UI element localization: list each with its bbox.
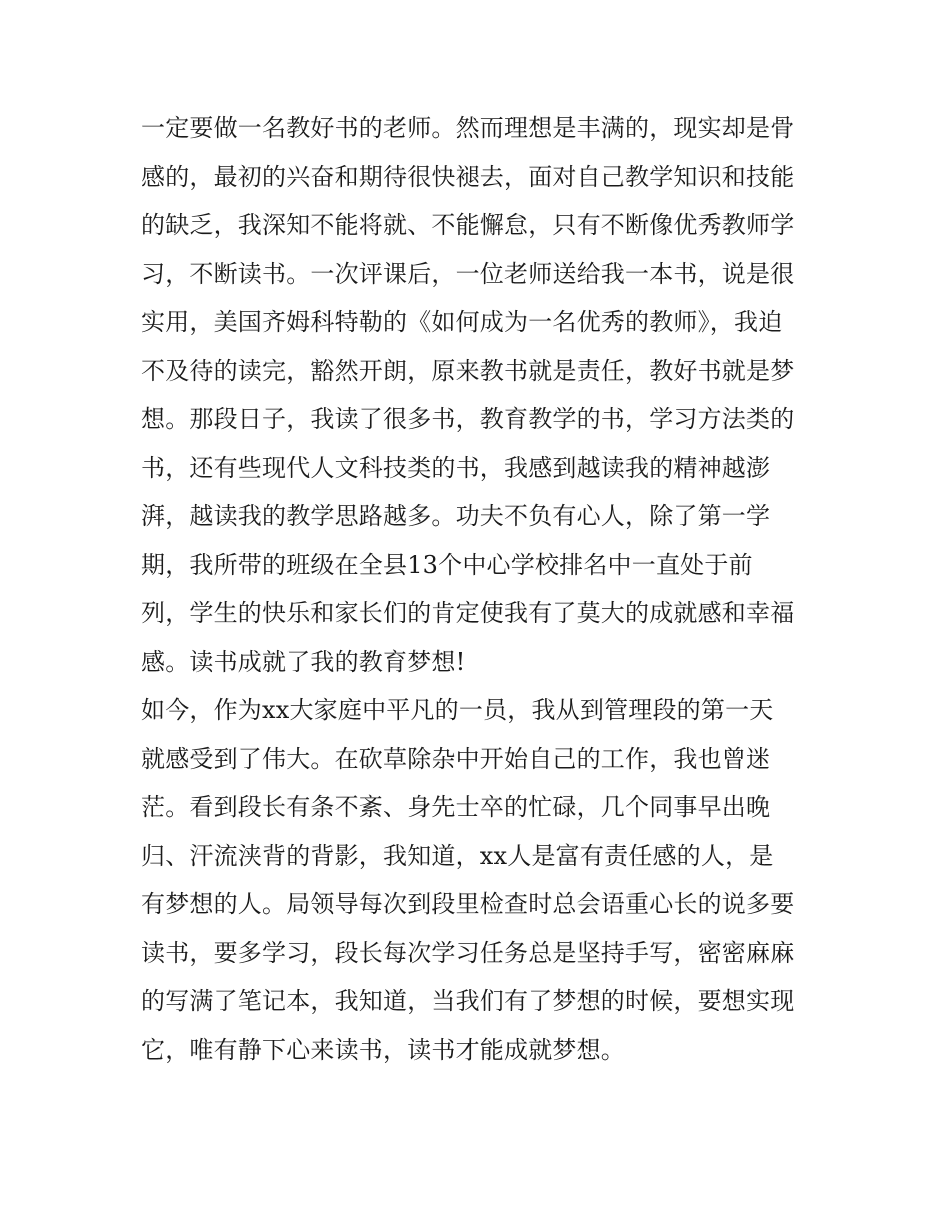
text-line: 归、汗流浃背的背影，我知道，xx人是富有责任感的人，是: [141, 841, 774, 870]
text-line: 它，唯有静下心来读书，读书才能成就梦想。: [141, 1035, 625, 1064]
document-body: [141, 104, 821, 1074]
text-line: 想。那段日子，我读了很多书，教育教学的书，学习方法类的: [141, 405, 795, 433]
text-line: 茫。看到段长有条不紊、身先士卒的忙碌，几个同事早出晚: [141, 793, 771, 821]
text-line: 就感受到了伟大。在砍草除杂中开始自己的工作，我也曾迷: [141, 744, 771, 773]
text-line: 的缺乏，我深知不能将就、不能懈怠，只有不断像优秀教师学: [141, 211, 795, 239]
text-line: 列，学生的快乐和家长们的肯定使我有了莫大的成就感和幸福: [141, 599, 795, 627]
text-line: 一定要做一名教好书的老师。然而理想是丰满的，现实却是骨: [141, 114, 795, 142]
text-line: 书，还有些现代人文科技类的书，我感到越读我的精神越澎: [141, 453, 771, 482]
text-line: 实用，美国齐姆科特勒的《如何成为一名优秀的教师》，我迫: [141, 308, 783, 336]
text-line: 湃，越读我的教学思路越多。功夫不负有心人，除了第一学: [141, 502, 771, 530]
text-line: 不及待的读完，豁然开朗，原来教书就是责任，教好书就是梦: [141, 356, 795, 385]
text-line: 感。读书成就了我的教育梦想!: [141, 647, 466, 676]
text-line: 期，我所带的班级在全县13个中心学校排名中一直处于前: [141, 550, 753, 579]
text-line: 的写满了笔记本，我知道，当我们有了梦想的时候，要想实现: [141, 987, 795, 1015]
text-line: 感的，最初的兴奋和期待很快褪去，面对自己教学知识和技能: [141, 162, 795, 191]
text-line: 习，不断读书。一次评课后，一位老师送给我一本书，说是很: [141, 259, 795, 288]
text-line: 如今，作为xx大家庭中平凡的一员，我从到管理段的第一天: [141, 696, 774, 724]
text-line: 有梦想的人。局领导每次到段里检查时总会语重心长的说多要: [141, 890, 795, 918]
text-line: 读书，要多学习，段长每次学习任务总是坚持手写，密密麻麻: [141, 938, 795, 967]
